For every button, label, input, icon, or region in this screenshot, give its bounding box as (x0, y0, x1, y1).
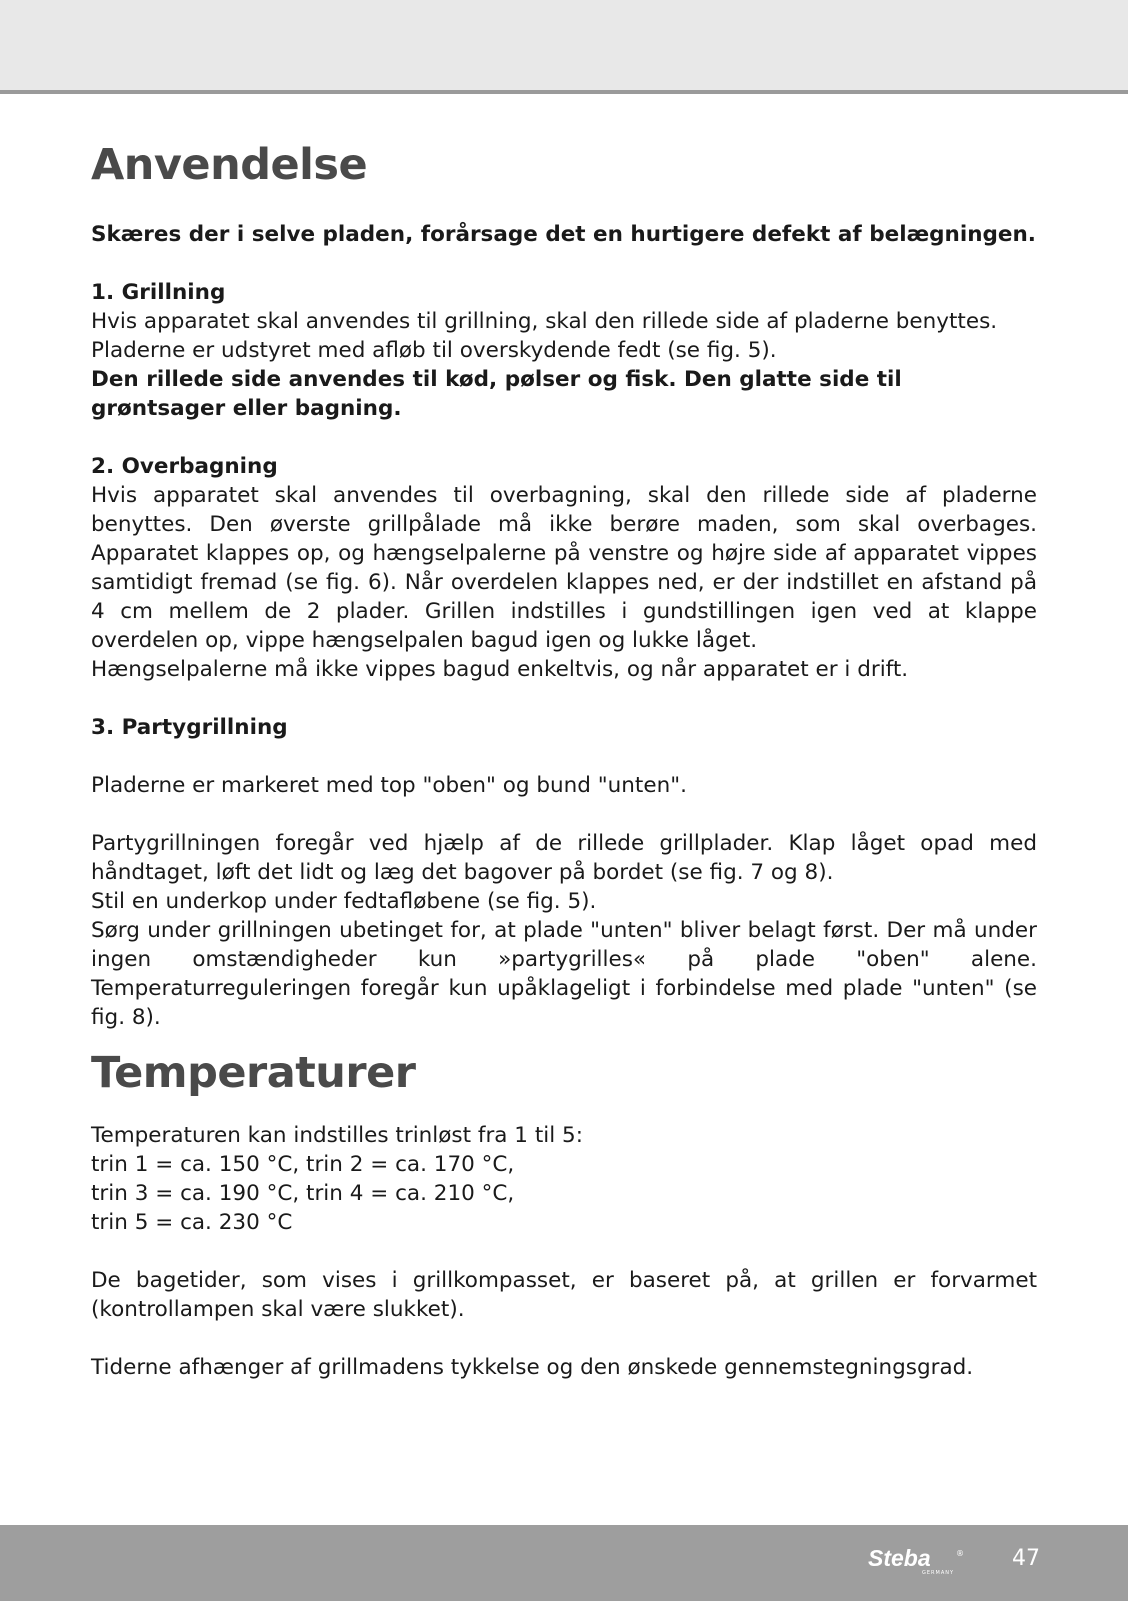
page-content (91, 140, 1037, 1382)
temperature-intro: Temperaturen kan indstilles trinløst fra 1 til 5: (91, 1123, 583, 1149)
grillning-heading: 1. Grillning (91, 279, 226, 305)
overbagning-heading: 2. Overbagning (91, 453, 278, 479)
steba-logo (866, 1546, 984, 1576)
partygrillning-p1: Partygrillningen foregår ved hjælp af de rillede grillplader. Klap låget opad med håndtaget, løft det lidt og læg det bagover på bordet (se fig. 7 og 8). (91, 830, 1037, 885)
heading-temperaturer: Temperaturer (91, 1047, 416, 1098)
partygrillning-p3: Sørg under grillningen ubetinget for, at plade "unten" bliver belagt først. Der må under ingen omstændigheder kun »partygrilles« på plade "oben" alene. Temperaturreguleringen foregår kun upåklageligt i forbindelse med plade "unten" (se fig. 8). (91, 917, 1037, 1030)
temperature-line-1: trin 1 = ca. 150 °C, trin 2 = ca. 170 °C, (91, 1152, 515, 1178)
heading-anvendelse: Anvendelse (91, 140, 368, 190)
logo-wordmark: Steba (868, 1546, 931, 1571)
page-number: 47 (1012, 1546, 1040, 1571)
baking-times-text: De bagetider, som vises i grillkompasset, er baseret på, at grillen er forvarmet (kontrollampen skal være slukket). (91, 1268, 1037, 1323)
grillning-bold-note: Den rillede side anvendes til kød, pølser og fisk. Den glatte side til grøntsager eller bagning. (91, 366, 902, 421)
partygrillning-marking: Pladerne er markeret med top "oben" og bund "unten". (91, 772, 687, 798)
thickness-note: Tiderne afhænger af grillmadens tykkelse og den ønskede gennemstegningsgrad. (91, 1355, 974, 1381)
logo-germany: GERMANY (922, 1570, 955, 1576)
partygrillning-heading: 3. Partygrillning (91, 714, 288, 740)
logo-registered-mark: ® (956, 1549, 964, 1558)
header-rule (0, 90, 1128, 94)
partygrillning-p2: Stil en underkop under fedtafløbene (se fig. 5). (91, 888, 597, 914)
header-band (0, 0, 1128, 90)
overbagning-text: Hvis apparatet skal anvendes til overbagning, skal den rillede side af pladerne benyttes. Den øverste grillpålade må ikke berøre maden, som skal overbages. Apparatet klappes op, og hængselpalerne på venstre og højre side af apparatet vippes samtidigt fremad (se fig. 6). Når overdelen klappes ned, er der indstillet en afstand på 4 cm mellem de 2 plader. Grillen indstilles i gundstillingen igen ved at klappe overdelen op, vippe hængselpalen bagud igen og lukke låget. (91, 482, 1037, 653)
warning-text: Skæres der i selve pladen, forårsage det en hurtigere defekt af belægningen. (91, 221, 1036, 247)
grillning-text: Hvis apparatet skal anvendes til grillning, skal den rillede side af pladerne benyttes. Pladerne er udstyret med afløb til overskydende fedt (se fig. 5). (91, 308, 998, 363)
temperature-line-2: trin 3 = ca. 190 °C, trin 4 = ca. 210 °C, (91, 1181, 515, 1207)
temperature-line-3: trin 5 = ca. 230 °C (91, 1210, 293, 1236)
overbagning-note: Hængselpalerne må ikke vippes bagud enkeltvis, og når apparatet er i drift. (91, 656, 909, 682)
